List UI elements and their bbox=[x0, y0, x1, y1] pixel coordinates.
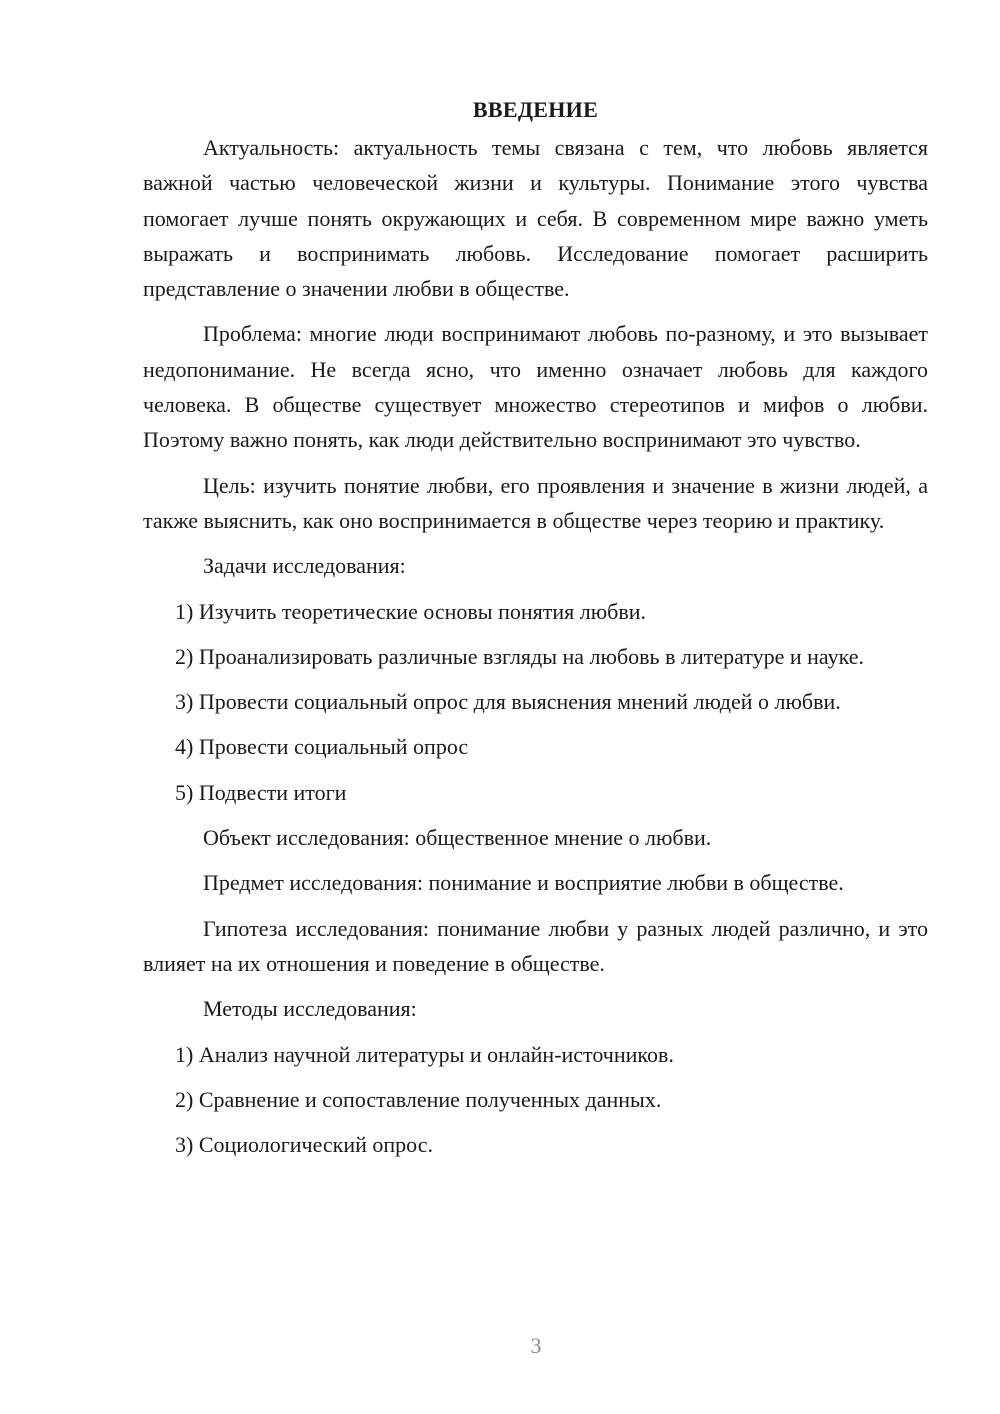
task-item-3: 3) Провести социальный опрос для выяснения мнений людей о любви. bbox=[175, 689, 841, 715]
goal-paragraph: Цель: изучить понятие любви, его проявления и значение в жизни людей, а также выяснить, как оно воспринимается в обществе через теорию и практику. bbox=[143, 472, 928, 533]
task-item-5: 5) Подвести итоги bbox=[175, 779, 347, 805]
task-item-2: 2) Проанализировать различные взгляды на любовь в литературе и науке. bbox=[175, 643, 864, 669]
task-item-1: 1) Изучить теоретические основы понятия любви. bbox=[175, 598, 647, 624]
document-page bbox=[143, 92, 928, 1172]
methods-heading: Методы исследования: bbox=[203, 996, 417, 1022]
relevance-paragraph: Актуальность: актуальность темы связана с тем, что любовь является важной частью человеческой жизни и культуры. Понимание этого чувства помогает лучше понять окружающих и себя. В современном мире важно уметь выражать и воспринимать любовь. Исследование помогает расширить представление о значении любви в обществе. bbox=[143, 135, 928, 302]
subject-paragraph: Предмет исследования: понимание и восприятие любви в обществе. bbox=[203, 870, 844, 896]
tasks-heading: Задачи исследования: bbox=[203, 553, 406, 579]
page-number: 3 bbox=[530, 1333, 542, 1358]
object-paragraph: Объект исследования: общественное мнение о любви. bbox=[203, 825, 712, 851]
section-title: ВВЕДЕНИЕ bbox=[472, 97, 599, 122]
hypothesis-paragraph: Гипотеза исследования: понимание любви у разных людей различно, и это влияет на их отношения и поведение в обществе. bbox=[143, 915, 928, 976]
task-item-4: 4) Провести социальный опрос bbox=[175, 734, 469, 760]
method-item-2: 2) Сравнение и сопоставление полученных данных. bbox=[175, 1086, 662, 1112]
method-item-3: 3) Социологический опрос. bbox=[175, 1132, 433, 1158]
method-item-1: 1) Анализ научной литературы и онлайн-источников. bbox=[175, 1041, 674, 1067]
problem-paragraph: Проблема: многие люди воспринимают любовь по-разному, и это вызывает недопонимание. Не всегда ясно, что именно означает любовь для каждого человека. В обществе существует множество стереотипов и мифов о любви. Поэтому важно понять, как люди действительно воспринимают это чувство. bbox=[143, 321, 928, 453]
